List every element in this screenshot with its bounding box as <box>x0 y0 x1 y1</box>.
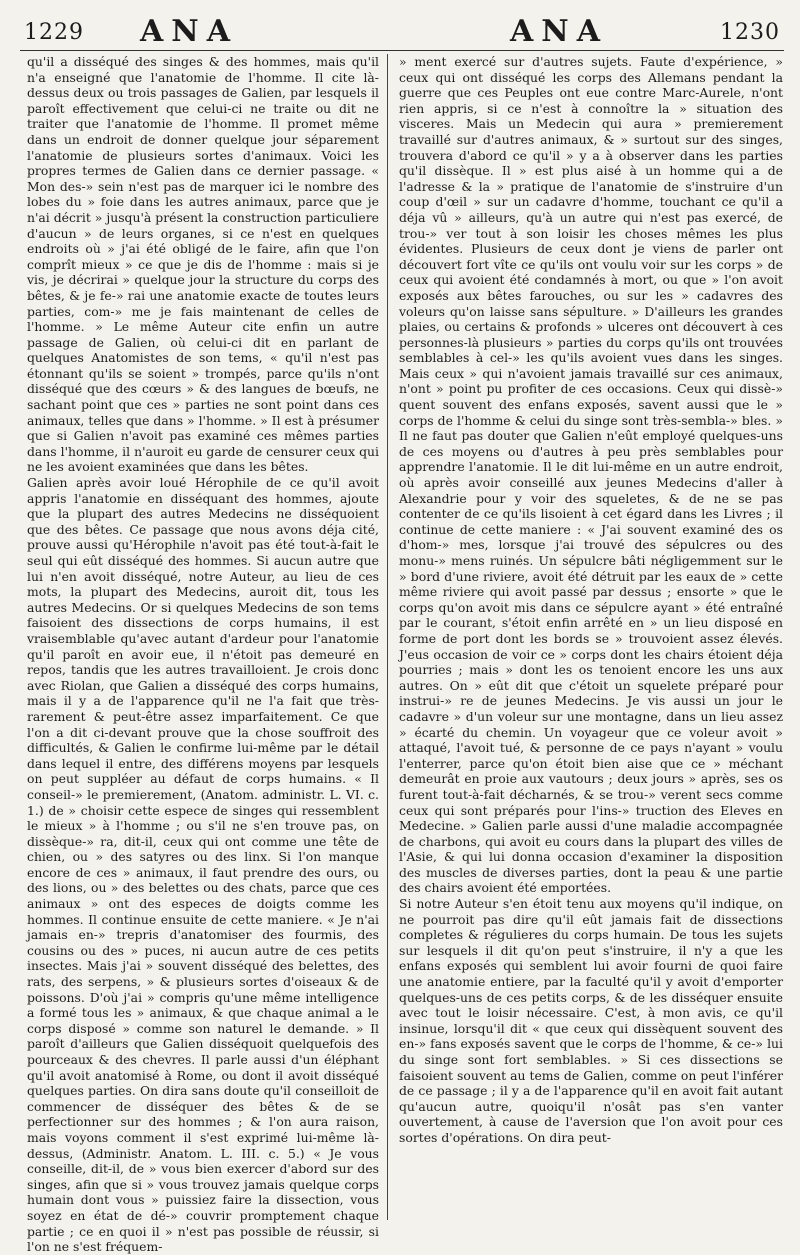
page-number-right: 1230 <box>720 20 780 45</box>
header-rule <box>20 50 784 51</box>
right-column <box>399 54 783 1220</box>
page-number-left: 1229 <box>24 20 84 45</box>
column-divider <box>387 54 388 1220</box>
left-column <box>27 54 379 1255</box>
running-head-right: ANA <box>510 14 608 49</box>
running-head-left: ANA <box>140 14 238 49</box>
right-paragraph-1: » ment exercé sur d'autres sujets. Faute d'expérience, » ceux qui ont disséqué les corps des Allemans pendant la guerre que ces Peuples ont eue contre Marc-Aurele, n'ont rien appris, si ce n'est à connoître la » situation des visceres. Mais un Medecin qui aura » premierement travaillé sur d'autres animaux, & » surtout sur des singes, trouvera d'abord ce qu'il » y a à observer dans les parties qu'il dissèque. Il » est plus aisé à un homme qui a de l'adresse & la » pratique de l'anatomie de s'instruire d'un coup d'œil » sur un cadavre d'homme, touchant ce qu'il a déja vû » ailleurs, qu'à un autre qui n'est pas exercé, de trou-» ver tout à son loisir les choses mêmes les plus évidentes. Plusieurs de ceux dont je viens de parler ont découvert fort vîte ce qu'ils ont voulu voir sur les corps » de ceux qui avoient été condamnés à mort, ou que » l'on avoit exposés aux bêtes farouches, ou sur les » cadavres des voleurs qu'on laisse sans sépulture. » D'ailleurs les grandes plaies, ou certains & profonds » ulceres ont découvert à ces personnes-là plusieurs » parties du corps qu'ils ont trouvées semblables à cel-» les qu'ils avoient vues dans les singes. Mais ceux » qui n'avoient jamais travaillé sur ces animaux, n'ont » point pu profiter de ces occasions. Ceux qui dissè-» quent souvent des enfans exposés, savent aussi que le » corps de l'homme & celui du singe sont très-sembla-» bles. » Il ne faut pas douter que Galien n'eût employé quelques-uns de ces moyens ou d'autres à peu près semblables pour apprendre l'anatomie. Il le dit lui-même en un autre endroit, où après avoir conseillé aux jeunes Medecins d'aller à Alexandrie pour y voir des squeletes, & de ne se pas contenter de ce qu'ils lisoient à cet égard dans les Livres ; il continue de cette maniere : « J'ai souvent examiné des os d'hom-» mes, lorsque j'ai trouvé des sépulcres ou des monu-» mens ruinés. Un sépulcre bâti négligemment sur le » bord d'une riviere, avoit été détruit par les eaux de » cette même riviere qui avoit passé par dessus ; ensorte » que le corps qu'on avoit mis dans ce sépulcre ayant » été entraîné par le courant, s'étoit enfin arrêté en » un lieu disposé en forme de port dont les bords se » trouvoient assez élevés. J'eus occasion de voir ce » corps dont les chairs étoient déja pourries ; mais » dont les os tenoient encore les uns aux autres. On » eût dit que c'étoit un squelete préparé pour instrui-» re de jeunes Medecins. Je vis aussi un jour le cadavre » d'un voleur sur une montagne, dans un lieu assez » écarté du chemin. Un voyageur que ce voleur avoit » attaqué, l'avoit tué, & personne de ce pays n'ayant » voulu l'enterrer, parce qu'on étoit bien aise que ce » méchant demeurât en proie aux vautours ; deux jours » après, ses os furent tout-à-fait décharnés, & se trou-» verent secs comme ceux qui sont préparés pour l'ins-» truction des Eleves en Medecine. » Galien parle aussi d'une maladie accompagnée de charbons, qui avoit eu cours dans la plupart des villes de l'Asie, & qui lui donna occasion d'examiner la disposition des muscles de diverses parties, dont la peau & une partie des chairs avoient été emportées. <box>399 54 783 896</box>
right-paragraph-2: Si notre Auteur s'en étoit tenu aux moyens qu'il indique, on ne pourroit pas dire qu'il eût jamais fait de dissections completes & régulieres du corps humain. De tous les sujets sur lesquels il dit qu'on peut s'instruire, il n'y a que les enfans exposés qui semblent lui avoir fourni de quoi faire une anatomie entiere, par la faculté qu'il y avoit d'emporter quelques-uns de ces petits corps, & de les disséquer ensuite avec tout le loisir nécessaire. C'est, à mon avis, ce qu'il insinue, lorsqu'il dit « que ceux qui dissèquent souvent des en-» fans exposés savent que le corps de l'homme, & ce-» lui du singe sont fort semblables. » Si ces dissections se faisoient souvent au tems de Galien, comme on peut l'inférer de ce passage ; il y a de l'apparence qu'il en avoit fait autant qu'aucun autre, quoiqu'il n'osât pas s'en vanter ouvertement, à cause de l'aversion que l'on avoit pour ces sortes d'opérations. On dira peut- <box>399 896 783 1145</box>
left-paragraph-1: qu'il a disséqué des singes & des hommes, mais qu'il n'a enseigné que l'anatomie de l'homme. Il cite là-dessus deux ou trois passages de Galien, par lesquels il paroît effectivement que celui-ci ne traite ou dit ne traiter que l'anatomie de l'homme. Il promet même dans un endroit de donner quelque jour séparement l'anatomie de plusieurs sortes d'animaux. Voici les propres termes de Galien dans ce dernier passage. « Mon des-» sein n'est pas de marquer ici le nombre des lobes du » foie dans les autres animaux, parce que je n'ai décrit » jusqu'à présent la construction particuliere d'aucun » de leurs organes, si ce n'est en quelques endroits où » j'ai été obligé de le faire, afin que l'on comprît mieux » ce que je dis de l'homme : mais si je vis, je décrirai » quelque jour la structure du corps des bêtes, & je fe-» rai une anatomie exacte de toutes leurs parties, com-» me je fais maintenant de celles de l'homme. » Le même Auteur cite enfin un autre passage de Galien, où celui-ci dit en parlant de quelques Anatomistes de son tems, « qu'il n'est pas étonnant qu'ils se soient » trompés, parce qu'ils n'ont disséqué que des cœurs » & des langues de bœufs, ne sachant point que ces » parties ne sont point dans ces animaux, telles que dans » l'homme. » Il est à présumer que si Galien n'avoit pas examiné ces mêmes parties dans l'homme, il n'auroit eu garde de censurer ceux qui ne les avoient examinées que dans les bêtes. <box>27 54 379 475</box>
page-header <box>0 8 800 52</box>
left-paragraph-2: Galien après avoir loué Hérophile de ce qu'il avoit appris l'anatomie en disséquant des hommes, ajoute que la plupart des autres Medecins ne disséquoient que des bêtes. Ce passage que nous avons déja cité, prouve aussi qu'Hérophile n'avoit pas été tout-à-fait le seul qui eût disséqué des hommes. Si aucun autre que lui n'en avoit disséqué, notre Auteur, au lieu de ces mots, la plupart des Medecins, auroit dit, tous les autres Medecins. Or si quelques Medecins de son tems faisoient des dissections de corps humains, il est vraisemblable qu'avec autant d'ardeur pour l'anatomie qu'il paroît en avoir eue, il n'étoit pas demeuré en repos, tandis que les autres travailloient. Je crois donc avec Riolan, que Galien a disséqué des corps humains, mais il y a de l'apparence qu'il ne l'a fait que très-rarement & peut-être assez imparfaitement. Ce que l'on a dit ci-devant prouve que la chose souffroit des difficultés, & Galien le confirme lui-même par le détail dans lequel il entre, des différens moyens par lesquels on peut suppléer au défaut de corps humains. « Il conseil-» le premierement, (Anatom. administr. L. VI. c. 1.) de » choisir cette espece de singes qui ressemblent le mieux » à l'homme ; ou s'il ne s'en trouve pas, on dissèque-» ra, dit-il, ceux qui ont comme une tête de chien, ou » des satyres ou des linx. Si l'on manque encore de ces » animaux, il faut prendre des ours, ou des lions, ou » des belettes ou des chats, parce que ces animaux » ont des especes de doigts comme les hommes. Il continue ensuite de cette maniere. « Je n'ai jamais en-» trepris d'anatomiser des fourmis, des cousins ou des » puces, ni aucun autre de ces petits insectes. Mais j'ai » souvent disséqué des belettes, des rats, des serpens, » & plusieurs sortes d'oiseaux & de poissons. D'où j'ai » compris qu'une même intelligence a formé tous les » animaux, & que chaque animal a le corps disposé » comme son naturel le demande. » Il paroît d'ailleurs que Galien disséquoit quelquefois des pourceaux & des chevres. Il parle aussi d'un éléphant qu'il avoit anatomisé à Rome, ou dont il avoit disséqué quelques parties. On dira sans doute qu'il conseilloit de commencer de disséquer des bêtes & de se perfectionner sur des hommes ; & l'on aura raison, mais voyons comment il s'est exprimé lui-même là-dessus, (Administr. Anatom. L. III. c. 5.) « Je vous conseille, dit-il, de » vous bien exercer d'abord sur des singes, afin que si » vous trouvez jamais quelque corps humain dont vous » puissiez faire la dissection, vous soyez en état de dé-» couvrir promptement chaque partie ; ce en quoi il » n'est pas possible de réussir, si l'on ne s'est fréquem- <box>27 475 379 1255</box>
